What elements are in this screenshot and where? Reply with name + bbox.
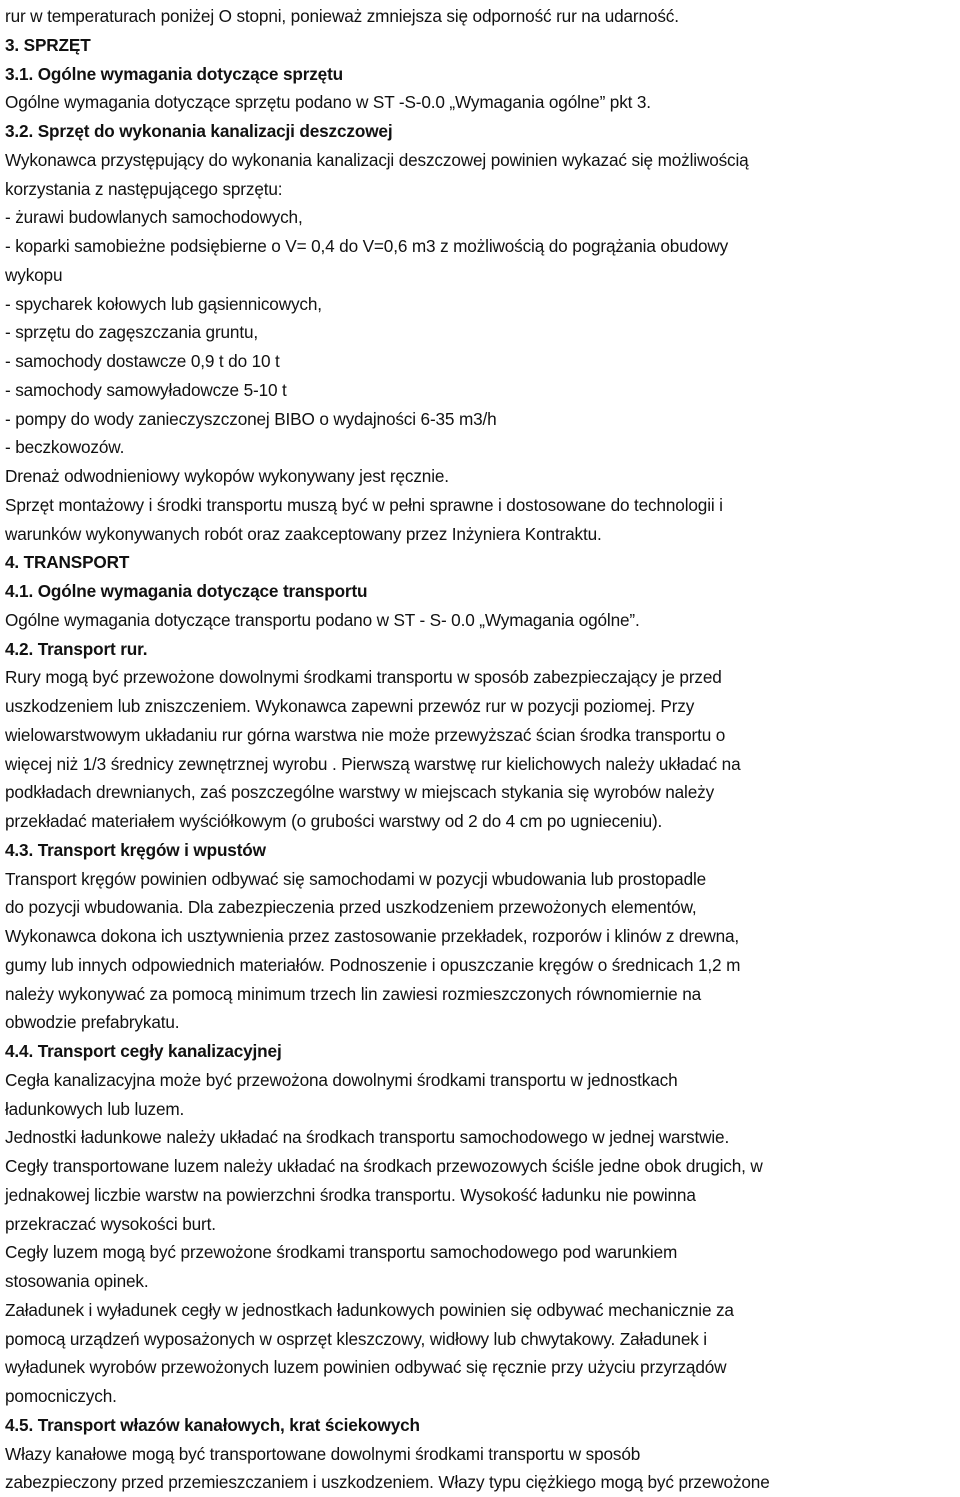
text-line: Sprzęt montażowy i środki transportu muszą być w pełni sprawne i dostosowane do technologii i <box>5 494 723 515</box>
text-line: - koparki samobieżne podsiębierne o V= 0,4 do V=0,6 m3 z możliwością do pogrążania obudowy <box>5 236 729 256</box>
section-heading: 3.1. Ogólne wymagania dotyczące sprzętu <box>5 63 344 84</box>
text-line: Ogólne wymagania dotyczące transportu podano w ST - S- 0.0 „Wymagania ogólne”. <box>5 609 640 630</box>
text-line: Włazy kanałowe mogą być transportowane dowolnymi środkami transportu w sposób <box>5 1443 641 1464</box>
text-line: stosowania opinek. <box>5 1271 149 1291</box>
text-line: - spycharek kołowych lub gąsiennicowych, <box>5 293 322 314</box>
text-line: pomocniczych. <box>5 1386 117 1406</box>
text-line: Ogólne wymagania dotyczące sprzętu podano w ST -S-0.0 „Wymagania ogólne” pkt 3. <box>5 92 651 113</box>
text-line: - beczkowozów. <box>5 437 125 458</box>
section-heading: 3. SPRZĘT <box>5 34 91 55</box>
text-line: Transport kręgów powinien odbywać się samochodami w pozycji wbudowania lub prostopadle <box>5 868 707 889</box>
text-line: Drenaż odwodnieniowy wykopów wykonywany jest ręcznie. <box>5 466 449 486</box>
text-line: - żurawi budowlanych samochodowych, <box>5 207 303 228</box>
text-line: obwodzie prefabrykatu. <box>5 1012 180 1033</box>
document-page <box>5 2 958 1497</box>
text-line: Wykonawca przystępujący do wykonania kanalizacji deszczowej powinien wykazać się możliwością <box>5 149 749 170</box>
text-line: - sprzętu do zagęszczania gruntu, <box>5 322 259 343</box>
text-line: Wykonawca dokona ich usztywnienia przez zastosowanie przekładek, rozporów i klinów z drewna, <box>5 926 740 946</box>
text-line: więcej niż 1/3 średnicy zewnętrznej wyrobu . Pierwszą warstwę rur kielichowych należy układać na <box>5 753 741 774</box>
text-line: Cegły transportowane luzem należy układać na środkach przewozowych ściśle jedne obok drugich, w <box>5 1156 763 1176</box>
text-line: wielowarstwowym układaniu rur górna warstwa nie może przewyższać ścian środka transportu o <box>5 724 726 745</box>
text-line: Cegły luzem mogą być przewożone środkami transportu samochodowego pod warunkiem <box>5 1242 678 1263</box>
text-line: gumy lub innych odpowiednich materiałów. Podnoszenie i opuszczanie kręgów o średnicach 1,2 m <box>5 954 741 975</box>
text-line: Jednostki ładunkowe należy układać na środkach transportu samochodowego w jednej warstwie. <box>5 1127 730 1148</box>
text-line: - pompy do wody zanieczyszczonej BIBO o wydajności 6-35 m3/h <box>5 408 497 429</box>
text-line: do pozycji wbudowania. Dla zabezpieczenia przed uszkodzeniem przewożonych elementów, <box>5 897 697 918</box>
text-line: przekładać materiałem wyściółkowym (o grubości warstwy od 2 do 4 cm po ugnieceniu). <box>5 811 663 831</box>
text-line: rur w temperaturach poniżej O stopni, ponieważ zmniejsza się odporność rur na udarność. <box>5 6 679 26</box>
section-heading: 3.2. Sprzęt do wykonania kanalizacji deszczowej <box>5 121 393 141</box>
text-line: korzystania z następującego sprzętu: <box>5 178 283 199</box>
section-heading: 4. TRANSPORT <box>5 552 130 573</box>
text-line: wykopu <box>5 264 63 285</box>
text-line: przekraczać wysokości burt. <box>5 1213 216 1234</box>
text-line: Rury mogą być przewożone dowolnymi środkami transportu w sposób zabezpieczający je przed <box>5 667 722 688</box>
text-line: podkładach drewnianych, zaś poszczególne warstwy w miejscach stykania się wyrobów należy <box>5 782 715 803</box>
section-heading: 4.2. Transport rur. <box>5 638 148 659</box>
section-heading: 4.3. Transport kręgów i wpustów <box>5 839 266 860</box>
section-heading: 4.5. Transport włazów kanałowych, krat ściekowych <box>5 1414 420 1435</box>
text-line: ładunkowych lub luzem. <box>5 1098 185 1119</box>
text-line: - samochody dostawcze 0,9 t do 10 t <box>5 351 280 371</box>
text-line: - samochody samowyładowcze 5-10 t <box>5 379 287 400</box>
text-line: Cegła kanalizacyjna może być przewożona dowolnymi środkami transportu w jednostkach <box>5 1069 678 1090</box>
section-heading: 4.4. Transport cegły kanalizacyjnej <box>5 1041 282 1061</box>
text-line: zabezpieczony przed przemieszczaniem i uszkodzeniem. Włazy typu ciężkiego mogą być przewożone <box>5 1472 770 1493</box>
text-line: pomocą urządzeń wyposażonych w osprzęt kleszczowy, widłowy lub chwytakowy. Załadunek i <box>5 1328 707 1349</box>
section-heading: 4.1. Ogólne wymagania dotyczące transportu <box>5 581 368 601</box>
text-line: uszkodzeniem lub zniszczeniem. Wykonawca zapewni przewóz rur w pozycji poziomej. Przy <box>5 696 695 716</box>
text-line: Załadunek i wyładunek cegły w jednostkach ładunkowych powinien się odbywać mechanicznie za <box>5 1299 734 1320</box>
text-line: warunków wykonywanych robót oraz zaakceptowany przez Inżyniera Kontraktu. <box>5 523 602 544</box>
text-line: wyładunek wyrobów przewożonych luzem powinien odbywać się ręcznie przy użyciu przyrządów <box>5 1357 727 1378</box>
text-line: jednakowej liczbie warstw na powierzchni środka transportu. Wysokość ładunku nie powinna <box>5 1184 696 1205</box>
text-line: należy wykonywać za pomocą minimum trzech lin zawiesi rozmieszczonych równomiernie na <box>5 983 702 1004</box>
